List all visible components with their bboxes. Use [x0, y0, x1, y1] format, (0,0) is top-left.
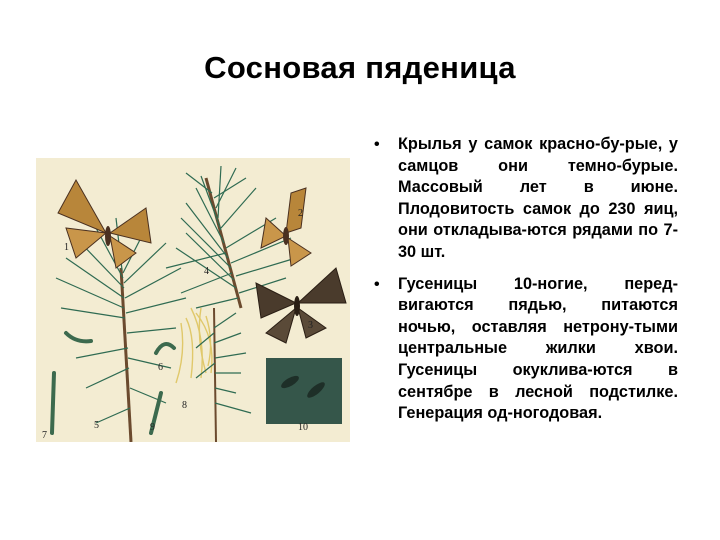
fig-number-2: 2 [298, 208, 303, 219]
bullet-symbol: • [374, 275, 380, 293]
fig-number-7: 7 [42, 430, 47, 441]
fig-number-8: 8 [182, 400, 187, 411]
moth-female-2 [261, 188, 311, 266]
illustration-svg [36, 158, 350, 442]
moth-male-3 [256, 268, 346, 343]
bullet-symbol: • [374, 136, 380, 153]
bullet-list [372, 134, 678, 435]
slide-title: Сосновая пяденица [204, 50, 516, 85]
bullet-text-1: Крылья у самок красно-бу-рые, у самцов они темно-бурые. Массовый лет в июне. Плодовитость самок до 230 яиц, они откладыва-ются рядами по 7-30 шт. [398, 135, 678, 261]
fig-number-5: 5 [94, 420, 99, 431]
bullet-item-1 [372, 134, 678, 264]
fig-number-4: 4 [204, 266, 209, 277]
fig-number-6: 6 [158, 362, 163, 373]
bullet-text-2: Гусеницы 10-ногие, перед-вигаются пядью, питаются ночью, оставляя нетрону-тыми центральные жилки хвои. Гусеницы окуклива-ются в сентябре в лесной подстилке. Генерация од-ногодовая. [398, 274, 678, 423]
bullet-item-2 [372, 274, 678, 425]
fig-number-10: 10 [298, 422, 308, 433]
pine-sprig-center [196, 308, 251, 442]
caterpillars [52, 333, 174, 433]
damaged-needles [176, 308, 212, 383]
pine-looper-illustration [36, 158, 350, 442]
moth-female-1 [58, 180, 151, 268]
fig-number-9: 9 [150, 422, 155, 433]
fig-number-3: 3 [308, 320, 313, 331]
fig-number-1: 1 [64, 242, 69, 253]
bark-pupae [266, 358, 342, 424]
